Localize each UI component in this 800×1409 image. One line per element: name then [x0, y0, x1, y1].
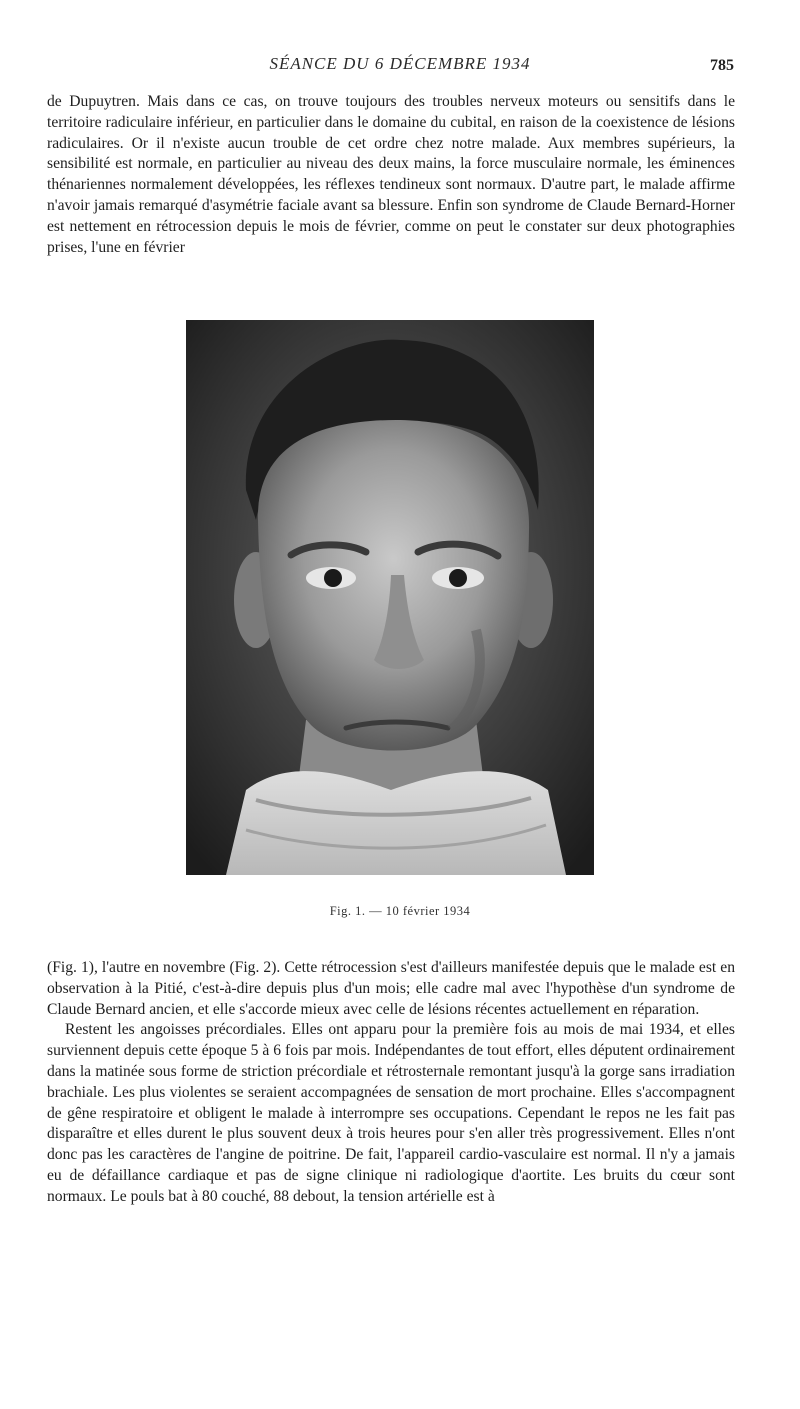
running-head [0, 54, 800, 84]
figure-caption: Fig. 1. — 10 février 1934 [329, 904, 471, 918]
body-text-top [47, 92, 735, 258]
portrait-photograph-drawing [186, 320, 594, 875]
paragraph: Restent les angoisses précordiales. Elles ont apparu pour la première fois au mois de mai 1934, et elles surviennent depuis cette époque 5 à 6 fois par mois. Indépendantes de tout effort, elles députent ordinairement dans la matinée sous forme de striction précordiale et rétrosternale remontant jusqu'à la gorge sans irradiation brachiale. Les plus violentes se seraient accompagnées de sensation de mort prochaine. Elles s'accompagnent de gêne respiratoire et obligent le malade à interrompre ses occupations. Cependant le repos ne les fait pas disparaître et elles durent le plus souvent deux à trois heures pour s'en aller très progressivement. Elles n'ont donc pas les caractères de l'angine de poitrine. De fait, l'appareil cardio-vasculaire est normal. Il n'y a jamais eu de défaillance cardiaque et pas de signe clinique ni radiologique d'aortite. Les bruits du cœur sont normaux. Le pouls bat à 80 couché, 88 debout, la tension artérielle est à [47, 1021, 735, 1205]
paragraph: (Fig. 1), l'autre en novembre (Fig. 2). Cette rétrocession s'est d'ailleurs manifestée depuis que le malade est en observation à la Pitié, c'est-à-dire depuis plus d'un mois; elle cadre mal avec l'hypothèse d'un syndrome de Claude Bernard ancien, et elle s'accorde mieux avec celle de lésions récentes actuellement en réparation. [47, 959, 735, 1018]
running-title: SÉANCE DU 6 DÉCEMBRE 1934 [269, 54, 531, 73]
portrait-photograph [186, 320, 594, 875]
paragraph: de Dupuytren. Mais dans ce cas, on trouve toujours des troubles nerveux moteurs ou sensitifs dans le territoire radiculaire inférieur, en particulier dans le domaine du cubital, en raison de la coexistence de lésions radiculaires. Or il n'existe aucun trouble de cet ordre chez notre malade. Aux membres supérieurs, la sensibilité est normale, en particulier au niveau des deux mains, la force musculaire normale, les éminences thénariennes normalement développées, les réflexes tendineux sont normaux. D'autre part, le malade affirme n'avoir jamais remarqué d'asymétrie faciale avant sa blessure. Enfin son syndrome de Claude Bernard-Horner est nettement en rétrocession depuis le mois de février, comme on peut le constater sur deux photographies prises, l'une en février [47, 93, 735, 256]
page-number: 785 [710, 57, 734, 74]
body-text-bottom [47, 958, 735, 1208]
